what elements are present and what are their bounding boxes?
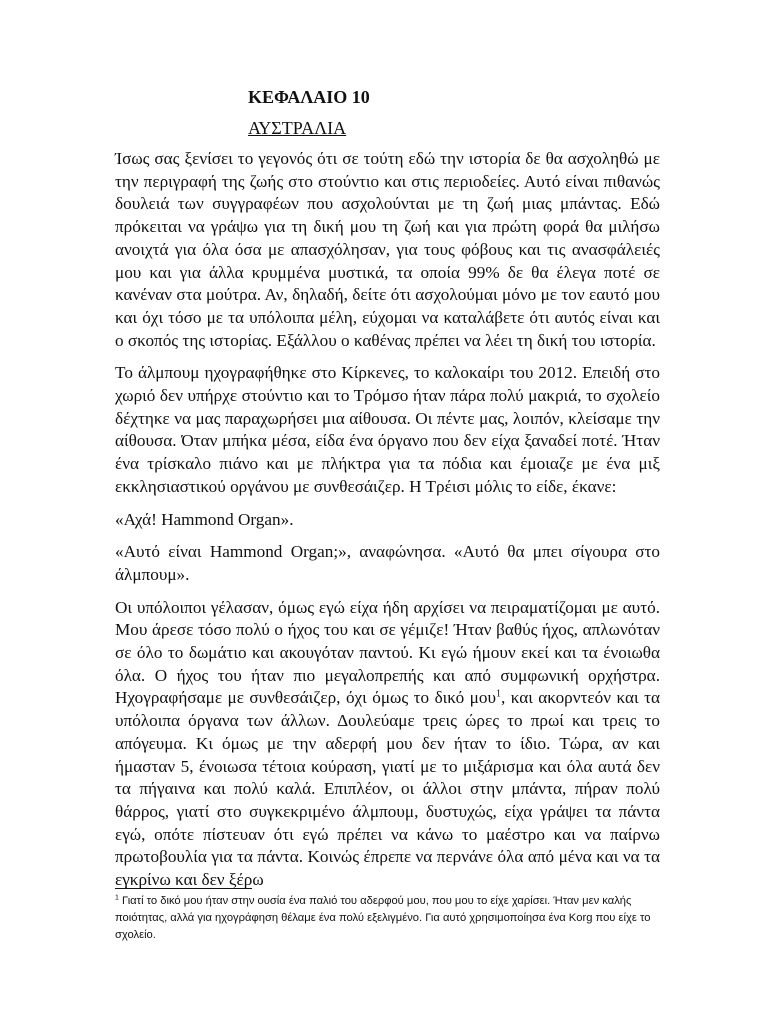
paragraph-1: Ίσως σας ξενίσει το γεγονός ότι σε τούτη εδώ την ιστορία δε θα ασχοληθώ με την περιγραφή της ζωής στο στούντιο και στις περιοδείες. Αυτό είναι πιθανώς δουλειά των συγγραφέων που ασχολούνται με τη ζωή μιας μπάντας. Εδώ πρόκειται να γράψω για τη δική μου τη ζωή και για πρώτη φορά θα μιλήσω ανοιχτά για όλα όσα με απασχόλησαν, για τους φόβους και τις ανασφάλειές μου και για άλλα κρυμμένα μυστικά, τα οποία 99% δε θα έλεγα ποτέ σε κανέναν στα μούτρα. Αν, δηλαδή, δείτε ότι ασχολούμαι μόνο με τον εαυτό μου και όχι τόσο με τα υπόλοιπα μέλη, εύχομαι να καταλάβετε ότι αυτός είναι και ο σκοπός της ιστορίας. Εξάλλου ο καθένας πρέπει να λέει τη δική του ιστορία. xyxy=(115,149,660,350)
paragraph-2: Το άλμπουμ ηχογραφήθηκε στο Κίρκενες, το καλοκαίρι του 2012. Επειδή στο χωριό δεν υπήρχε στούντιο και το Τρόμσο ήταν πάρα πολύ μακριά, το σχολείο δέχτηκε να μας παραχωρήσει μια αίθουσα. Οι πέντε μας, λοιπόν, κλείσαμε την αίθουσα. Όταν μπήκα μέσα, είδα ένα όργανο που δεν είχα ξαναδεί ποτέ. Ήταν ένα τρίσκαλο πιάνο και με πλήκτρα για τα πόδια και έμοιαζε με ένα μιξ εκκλησιαστικού οργάνου με συνθεσάιζερ. Η Τρέισι μόλις το είδε, έκανε: xyxy=(115,363,660,496)
footnote-text: Γιατί το δικό μου ήταν στην ουσία ένα παλιό του αδερφού μου, που μου το είχε χαρίσει. Ήταν μεν καλής ποιότητας, αλλά για ηχογράφηση θέλαμε ένα πολύ εξελιγμένο. Για αυτό χρησιμοποίησα ένα Korg που είχε το σχολείο. xyxy=(115,895,651,941)
footnote xyxy=(115,893,663,944)
chapter-subtitle: ΑΥΣΤΡΑΛΙΑ xyxy=(248,118,347,138)
paragraph-5-part-1: Οι υπόλοιποι γέλασαν, όμως εγώ είχα ήδη αρχίσει να πειραματίζομαι με αυτό. Μου άρεσε τόσο πολύ ο ήχος του και σε γέμιζε! Ήταν βαθύς ήχος, απλωνόταν σε όλο το δωμάτιο και ακουγόταν παντού. Κι εγώ ήμουν εκεί και τα ένοιωθα όλα. Ο ήχος του ήταν πιο μεγαλοπρεπής και από συμφωνική ορχήστρα. Ηχογραφήσαμε με συνθεσάιζερ, όχι όμως το δικό μου xyxy=(115,597,660,708)
paragraph-4: «Αυτό είναι Hammond Organ;», αναφώνησα. «Αυτό θα μπει σίγουρα στο άλμπουμ». xyxy=(115,542,660,584)
chapter-title: ΚΕΦΑΛΑΙΟ 10 xyxy=(248,87,370,107)
paragraph-3: «Αχά! Hammond Organ». xyxy=(115,509,294,529)
paragraph-5 xyxy=(115,597,660,892)
footnote-separator xyxy=(115,888,252,889)
footnote-reference: 1 xyxy=(495,688,501,700)
chapter-body xyxy=(115,148,660,902)
paragraph-5-part-2: , και ακορντεόν και τα υπόλοιπα όργανα των άλλων. Δουλεύαμε τρεις ώρες το πρωί και τρεις το απόγευμα. Κι όμως με την αδερφή μου δεν ήταν το ίδιο. Τώρα, αν και ήμασταν 5, ένοιωσα τέτοια κούραση, γιατί με το μιξάρισμα και όλα αυτά δεν τα πήγαινα και πολύ καλά. Επιπλέον, οι άλλοι στην μπάντα, πήραν πολύ θάρρος, γιατί στο συγκεκριμένο άλμπουμ, δυστυχώς, είχα γράψει τα πάντα εγώ, οπότε πίστευαν ότι εγώ πρέπει να κάνω το μαέστρο και να παίρνω πρωτοβουλία για τα πάντα. Κοινώς έπρεπε να περνάνε όλα από μένα και να τα εγκρίνω και δεν ξέρω xyxy=(115,688,660,890)
footnote-marker: 1 xyxy=(115,894,119,902)
